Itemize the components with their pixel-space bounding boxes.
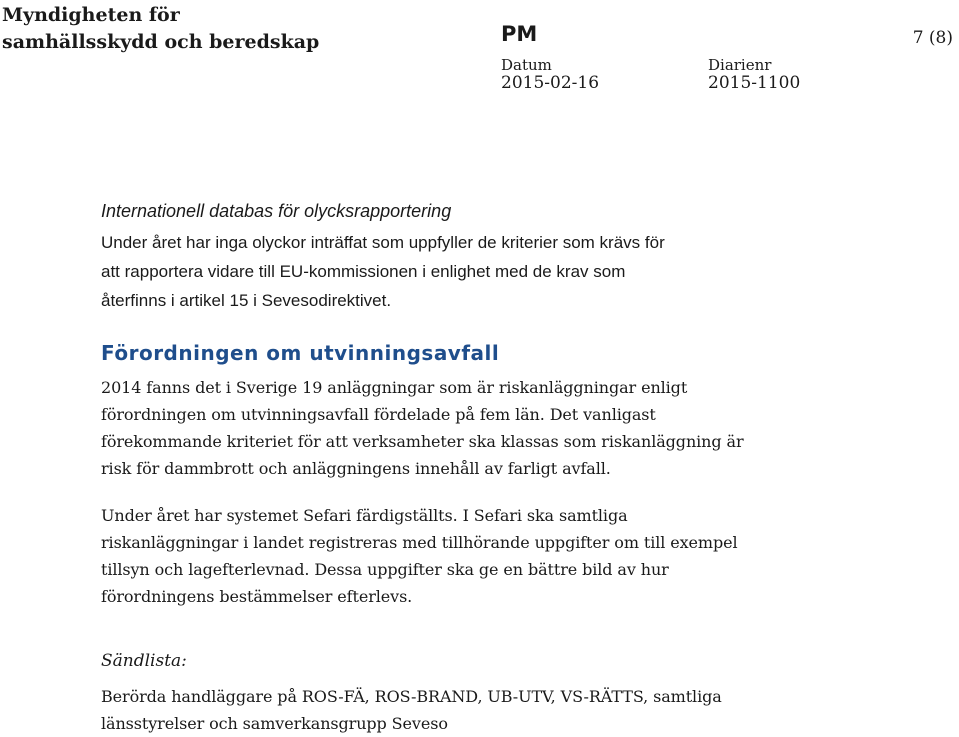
section-database-paragraph (101, 228, 665, 315)
distribution-title: Sändlista: (101, 651, 187, 671)
date-label: Datum (501, 56, 552, 74)
paragraph-line: 2014 fanns det i Sverige 19 anläggningar som är riskanläggningar enligt (101, 378, 688, 397)
waste-paragraph-2 (101, 502, 738, 610)
paragraph-line: att rapportera vidare till EU-kommissionen i enlighet med de krav som (101, 262, 626, 281)
distribution-list (101, 683, 722, 737)
distribution-line: länsstyrelser och samverkansgrupp Seveso (101, 714, 448, 733)
section-title-database: Internationell databas för olycksrapportering (101, 201, 452, 221)
section-heading-waste: Förordningen om utvinningsavfall (101, 341, 500, 365)
distribution-line: Berörda handläggare på ROS-FÄ, ROS-BRAND, UB-UTV, VS-RÄTTS, samtliga (101, 687, 722, 706)
paragraph-line: riskanläggningar i landet registreras med tillhörande uppgifter om till exempel (101, 533, 738, 552)
paragraph-line: Under året har systemet Sefari färdigställts. I Sefari ska samtliga (101, 506, 628, 525)
paragraph-line: förordningens bestämmelser efterlevs. (101, 587, 413, 606)
paragraph-line: tillsyn och lagefterlevnad. Dessa uppgifter ska ge en bättre bild av hur (101, 560, 669, 579)
paragraph-line: återfinns i artikel 15 i Sevesodirektivet. (101, 291, 392, 310)
paragraph-line: förekommande kriteriet för att verksamheter ska klassas som riskanläggning är (101, 432, 744, 451)
org-line-2: samhällsskydd och beredskap (2, 31, 320, 53)
paragraph-line: risk för dammbrott och anläggningens innehåll av farligt avfall. (101, 459, 611, 478)
organization-name (2, 2, 319, 56)
paragraph-line: förordningen om utvinningsavfall fördelade på fem län. Det vanligast (101, 405, 656, 424)
paragraph-line: Under året har inga olyckor inträffat som uppfyller de kriterier som krävs för (101, 233, 665, 252)
diarienr-value: 2015-1100 (708, 73, 801, 93)
waste-paragraph-1 (101, 374, 744, 482)
page-number: 7 (8) (912, 28, 953, 48)
diarienr-label: Diarienr (708, 56, 772, 74)
date-value: 2015-02-16 (501, 73, 600, 93)
document-type: PM (501, 22, 538, 46)
org-line-1: Myndigheten för (2, 4, 180, 26)
